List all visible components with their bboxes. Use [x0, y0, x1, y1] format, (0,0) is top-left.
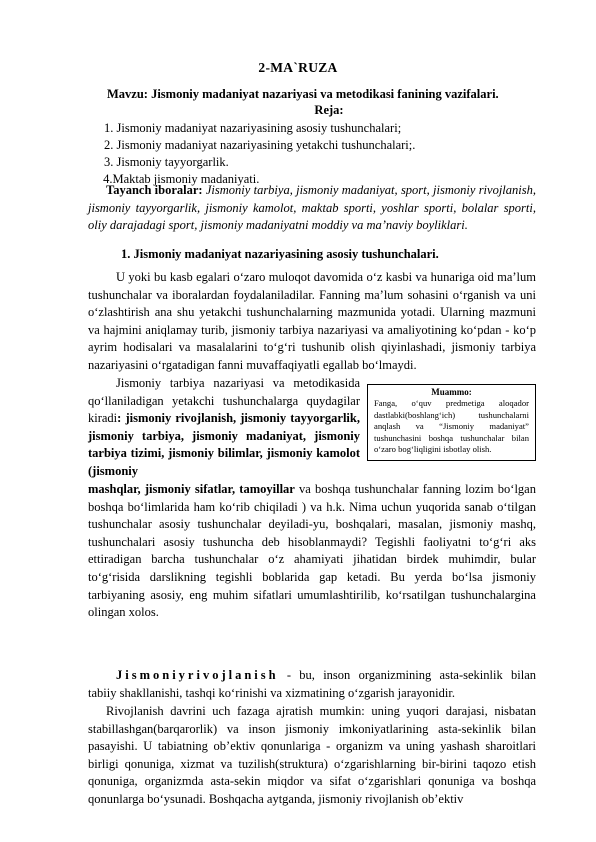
paragraph-text: va boshqa tushunchalar fanning lozim bo‘lgan boshqa bo‘limlarida ham ko‘rib chiqiladi ) va h.k. Nima uchun yuqorida sanab o‘tilgan tushunchalar asosiy tushunchalar deyiladi-yu, boshqalari, masalan, jismoniy mashq, tushunchalari asosiy tushuncha deb hisoblanmaydi? Tegishli faoliyatni to‘g‘ri aks ettiradigan barcha tushunchalar o‘z ahamiyati jihatidan birdek muhimdir, bular to‘g‘risida darslikning tegishli boblarida gap ketadi. Bu yerda bo‘lsa jismoniy tarbiyaning asosiy, eng muhim sifatlari umumlashtirilib, ko‘rsatilgan tushunchalargina olingan xolos.	[88, 482, 536, 620]
plan-item: 4.Maktab jismoniy madaniyati.	[100, 172, 260, 186]
problem-text: Fanga, o‘quv predmetiga aloqador dastlabki(boshlang‘ich) tushunchalarni anqlash va “Jismoniy madaniyat” tushunchasini boshqa tushunchalar bilan o‘zaro bog‘liqligini isbotlay olish.	[374, 398, 529, 455]
bold-terms: mashqlar, jismoniy sifatlar, tamoyillar	[88, 482, 295, 496]
definition-paragraph	[88, 667, 536, 702]
plan-item: 3. Jismoniy tayyorgarlik.	[104, 155, 229, 169]
body-paragraph: Rivojlanish davrini uch fazaga ajratish mumkin: uning yuqori darajasi, nisbatan stabillashgan(barqarorlik) va inson jismoniy imkoniyatlarining asta-sekinlik bilan pasayishi. U tabiatning ob’ektiv qonunlariga - organizm va uning yashash sharoitlari birligi qonuniga, xizmat va tuzilish(struktura) o‘zgarishlarning bir-birini taqozo etish qonuniga, organizmda asta-sekin miqdor va sifat o‘zgarishlari qonuniga va boshqa qonunlarga bo‘ysunadi. Boshqacha aytganda, jismoniy rivojlanish ob’ektiv	[88, 704, 536, 806]
plan-heading: Reja:	[314, 103, 344, 117]
definition-text: - bu, inson organizmining asta-sekinlik bilan tabiiy shakllanishi, tashqi ko‘rinishi va xizmatining o‘zgarish jarayonidir.	[88, 668, 536, 700]
problem-heading: Muammo:	[431, 387, 472, 397]
body-paragraph-wrapped	[88, 375, 360, 481]
lecture-title: 2-MA`RUZA	[258, 60, 338, 75]
plan-item: 1. Jismoniy madaniyat nazariyasining asosiy tushunchalari;	[104, 121, 402, 135]
problem-box	[367, 384, 536, 461]
body-paragraph: U yoki bu kasb egalari o‘zaro muloqot davomida o‘z kasbi va hunariga oid ma’lum tushunchalar va iboralardan foydalaniladilar. Fanning ma’lum sohasini o‘rganish va uni o‘zlashtirish ana shu yetakchi tushunchalarning mazmunida yotadi. Ularning mazmuni va hajmini aniqlamay turib, jismoniy tarbiya nazariyasi va amaliyotining ko‘pdan - ko‘p ayrim hodisalari va masalalarini to‘g‘ri tushunib olish qiyinlashadi, jismoniy tarbiya nazariyasini o‘rgatadigan fanni muvaffaqiyatli egallab bo‘lmaydi.	[88, 270, 536, 372]
plan-item: 2. Jismoniy madaniyat nazariyasining yetakchi tushunchalari;.	[104, 138, 416, 152]
topic-line: Mavzu: Jismoniy madaniyat nazariyasi va metodikasi fanining vazifalari.	[107, 87, 499, 101]
wrap-bold-terms: : jismoniy rivojlanish, jismoniy tayyorgarlik, jismoniy tarbiya, jismoniy madaniyat, jismoniy tarbiya tizimi, jismoniy bilimlar, jismoniy kamolot (jismoniy	[88, 411, 360, 478]
key-terms-text: Jismoniy tarbiya, jismoniy madaniyat, sport, jismoniy rivojlanish, jismoniy tayyorgarlik, jismoniy kamolot, maktab sporti, yoshlar sporti, bolalar sporti, oliy darajadagi sport, jismoniy madaniyatni moddiy va ma’naviy boyliklari.	[88, 183, 536, 233]
key-terms-paragraph	[88, 182, 536, 235]
body-paragraph	[88, 481, 536, 622]
key-terms-label: Tayanch iboralar:	[106, 183, 203, 197]
defined-term: Jismoniyrivojlanish	[116, 668, 279, 682]
wrap-text: Jismoniy tarbiya nazariyasi va metodikasida qo‘llaniladigan yetakchi tushunchalarga quydagilar kiradi	[88, 376, 360, 426]
section-heading: 1. Jismoniy madaniyat nazariyasining asosiy tushunchalari.	[121, 247, 439, 261]
